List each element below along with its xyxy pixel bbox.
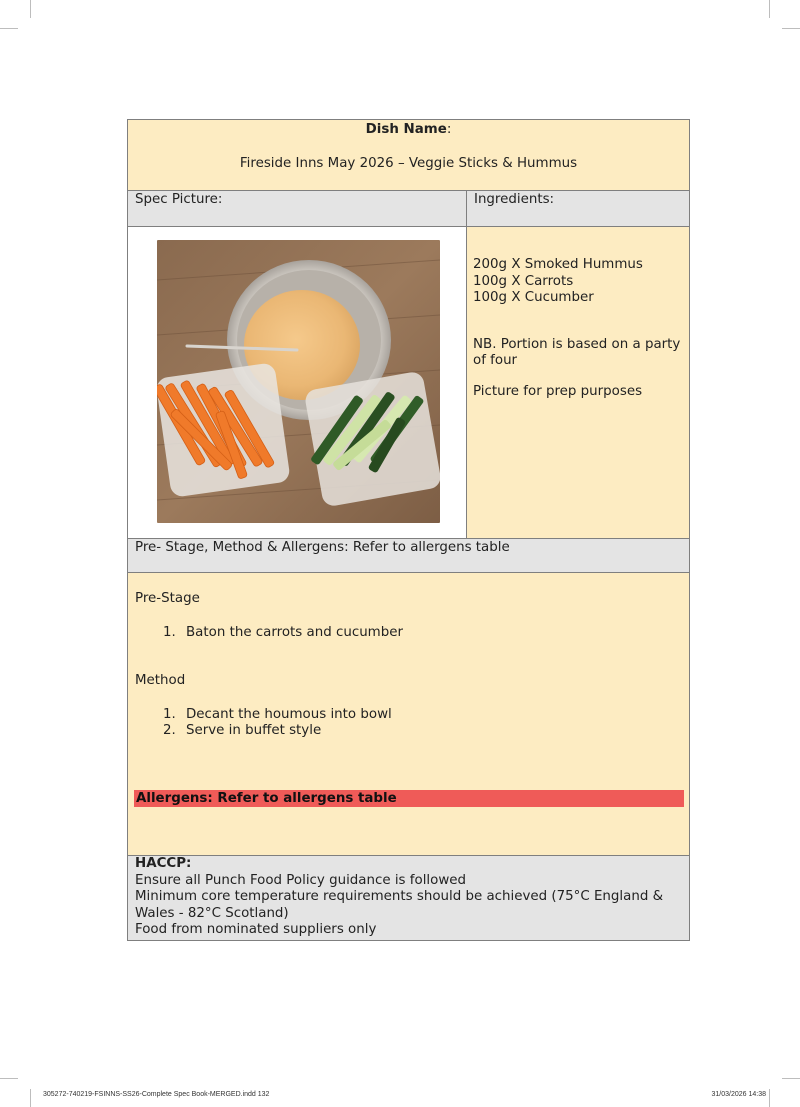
method-step: 1. Decant the houmous into bowl bbox=[180, 707, 684, 724]
footer-file-info: 305272-740219-FSINNS-SS26-Complete Spec Book-MERGED.indd 132 bbox=[43, 1091, 270, 1098]
ingredient-item: 100g X Cucumber bbox=[473, 290, 594, 306]
prestage-steps bbox=[135, 625, 684, 642]
allergens-banner: Allergens: Refer to allergens table bbox=[134, 790, 684, 807]
crop-mark bbox=[30, 1089, 31, 1107]
crop-mark bbox=[769, 1089, 770, 1107]
ingredient-item: 200g X Smoked Hummus bbox=[473, 257, 643, 272]
crop-mark bbox=[769, 0, 770, 18]
spec-picture-header bbox=[128, 191, 467, 227]
crop-mark bbox=[0, 1078, 18, 1079]
method-step: 2. Serve in buffet style bbox=[180, 723, 684, 740]
crop-mark bbox=[0, 28, 18, 29]
haccp-line: Ensure all Punch Food Policy guidance is followed bbox=[135, 872, 467, 888]
footer-timestamp: 31/03/2026 14:38 bbox=[711, 1091, 766, 1098]
ingredient-item: 100g X Carrots bbox=[473, 273, 574, 289]
portion-note: NB. Portion is based on a party of four bbox=[473, 336, 681, 369]
dish-name: Fireside Inns May 2026 – Veggie Sticks & Hummus bbox=[239, 155, 578, 171]
dish-name-colon: : bbox=[446, 122, 452, 137]
prestage-step: 1. Baton the carrots and cucumber bbox=[180, 625, 684, 642]
ingredients-label: Ingredients: bbox=[474, 192, 555, 207]
spec-picture-label: Spec Picture: bbox=[135, 192, 223, 207]
ingredients-header bbox=[467, 191, 690, 227]
haccp-title: HACCP: bbox=[135, 856, 192, 871]
method-header bbox=[128, 539, 690, 573]
ingredients-cell bbox=[467, 227, 690, 539]
crop-mark bbox=[782, 1078, 800, 1079]
haccp-cell bbox=[128, 856, 690, 941]
spec-sheet-table bbox=[127, 119, 690, 941]
method-header-label: Pre- Stage, Method & Allergens: Refer to allergens table bbox=[135, 540, 510, 555]
haccp-line: Food from nominated suppliers only bbox=[135, 922, 377, 938]
haccp-line: Minimum core temperature requirements should be achieved (75°C England & Wales - 82°C Scotland) bbox=[135, 889, 664, 921]
picture-note: Picture for prep purposes bbox=[473, 383, 643, 399]
method-cell bbox=[128, 573, 690, 856]
crop-mark bbox=[782, 28, 800, 29]
dish-photo bbox=[157, 240, 440, 523]
spec-picture-cell bbox=[128, 227, 467, 539]
dish-name-cell bbox=[128, 120, 690, 191]
crop-mark bbox=[30, 0, 31, 18]
dish-name-label: Dish Name bbox=[365, 122, 447, 137]
method-steps bbox=[135, 707, 684, 740]
prestage-title: Pre-Stage bbox=[135, 591, 200, 606]
method-title: Method bbox=[135, 673, 186, 689]
